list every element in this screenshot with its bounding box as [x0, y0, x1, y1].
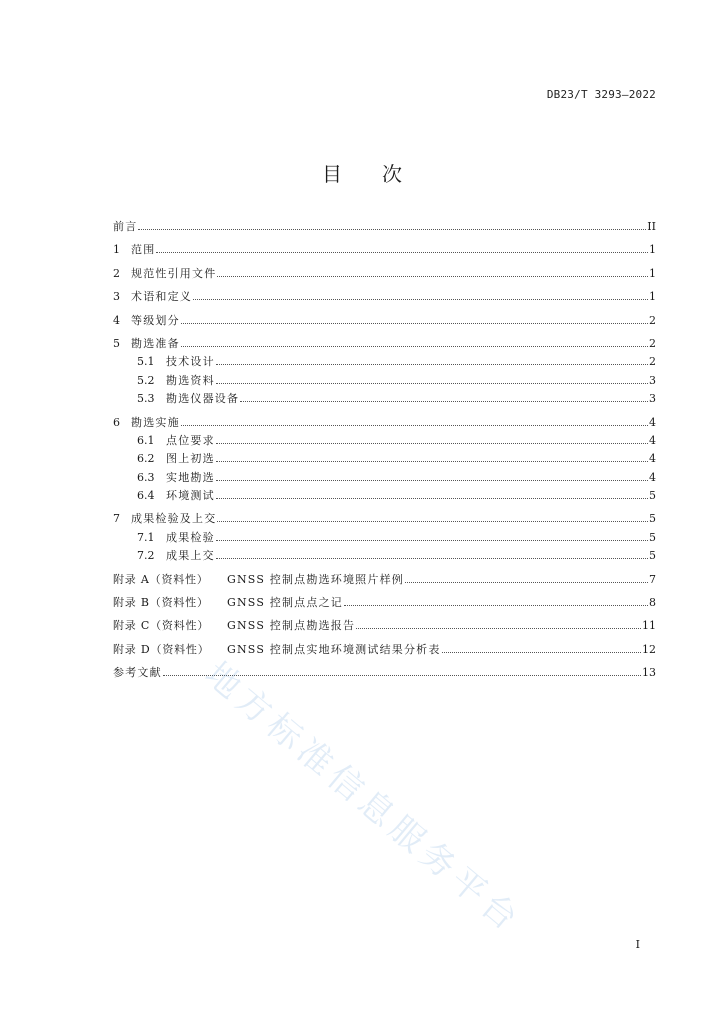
toc-entry-label: 等级划分: [131, 313, 180, 327]
toc-entry[interactable]: [113, 336, 656, 351]
toc-entry-number: 5: [113, 336, 120, 350]
toc-appendix-entry[interactable]: [113, 642, 656, 657]
dot-leader: [193, 299, 648, 300]
dot-leader: [181, 323, 648, 324]
toc-title-left: 目: [322, 162, 342, 186]
appendix-page: 12: [642, 642, 656, 656]
dot-leader: [216, 443, 648, 444]
toc-entry-label: 勘选准备: [131, 336, 180, 350]
page-number: I: [635, 938, 640, 951]
dot-leader: [216, 540, 648, 541]
toc-entry[interactable]: [113, 354, 656, 369]
toc-appendix-entry[interactable]: [113, 595, 656, 610]
dot-leader: [216, 558, 648, 559]
toc-references-entry[interactable]: [113, 665, 656, 680]
toc-entry[interactable]: [113, 289, 656, 304]
dot-leader: [216, 461, 648, 462]
appendix-page: 8: [649, 596, 656, 610]
toc-entry-label: 成果检验: [166, 530, 215, 544]
dot-leader: [217, 521, 648, 522]
appendix-label: 附录 A（资料性）: [113, 572, 209, 586]
toc-entry-page: 4: [649, 470, 656, 484]
toc-entry[interactable]: [113, 548, 656, 563]
toc-entry-number: 5.1: [137, 355, 155, 369]
toc-entry[interactable]: [113, 451, 656, 466]
toc-entry-label: 环境测试: [166, 489, 215, 503]
dot-leader: [217, 276, 648, 277]
toc-entry-number: 1: [113, 243, 120, 257]
dot-leader: [216, 364, 648, 365]
toc-entry-label: 勘选实施: [131, 415, 180, 429]
appendix-label: 附录 C（资料性）: [113, 619, 210, 633]
toc-entry-page: 2: [649, 313, 656, 327]
dot-leader: [138, 229, 646, 230]
appendix-label: 附录 D（资料性）: [113, 642, 210, 656]
toc-appendix-entry[interactable]: [113, 572, 656, 587]
toc-entry-page: 5: [649, 512, 656, 526]
toc-entry-number: 6.1: [137, 433, 155, 447]
references-page: 13: [642, 666, 656, 680]
references-label: 参考文献: [113, 666, 162, 680]
dot-leader: [356, 628, 641, 629]
toc-title: [0, 158, 724, 187]
toc-entry-number: 5.2: [137, 373, 155, 387]
toc-entry[interactable]: [113, 433, 656, 448]
toc-entry[interactable]: [113, 219, 656, 234]
toc-entry[interactable]: [113, 242, 656, 257]
toc-entry-label: 前言: [113, 220, 138, 233]
toc-entry-page: 3: [649, 373, 656, 387]
toc-entry-number: 7: [113, 512, 120, 526]
toc-entry[interactable]: [113, 313, 656, 328]
dot-leader: [163, 675, 641, 676]
toc-entry-number: 5.3: [137, 392, 155, 406]
toc-entry-label: 勘选仪器设备: [166, 392, 240, 406]
dot-leader: [344, 605, 648, 606]
dot-leader: [216, 383, 648, 384]
toc-entry[interactable]: [113, 415, 656, 430]
toc-entry-number: 2: [113, 266, 120, 280]
toc-entry[interactable]: [113, 470, 656, 485]
dot-leader: [181, 346, 648, 347]
toc-entry-number: 6: [113, 415, 120, 429]
toc-entry[interactable]: [113, 530, 656, 545]
toc-entry-number: 6.2: [137, 452, 155, 466]
toc-entry[interactable]: [113, 373, 656, 388]
toc-entry-page: 4: [649, 415, 656, 429]
standard-code: DB23/T 3293—2022: [546, 88, 656, 101]
appendix-page: 11: [642, 619, 656, 633]
toc-entry-label: 术语和定义: [131, 290, 192, 304]
dot-leader: [216, 480, 648, 481]
toc-entry-number: 6.4: [137, 489, 155, 503]
dot-leader: [216, 498, 648, 499]
watermark: 地方标准信息服务平台: [197, 654, 530, 942]
toc-entry-page: 5: [649, 549, 656, 563]
table-of-contents: [113, 219, 656, 680]
toc-entry-page: 3: [649, 392, 656, 406]
toc-entry-label: 范围: [131, 243, 156, 257]
appendix-label: 附录 B（资料性）: [113, 596, 209, 610]
toc-entry-number: 4: [113, 313, 120, 327]
toc-appendix-entry[interactable]: [113, 618, 656, 633]
toc-title-right: 次: [382, 162, 402, 186]
toc-entry-page: II: [647, 220, 656, 233]
toc-entry-number: 7.1: [137, 530, 155, 544]
toc-entry-number: 3: [113, 290, 120, 304]
toc-entry[interactable]: [113, 488, 656, 503]
dot-leader: [405, 582, 648, 583]
toc-entry-page: 5: [649, 530, 656, 544]
toc-entry[interactable]: [113, 266, 656, 281]
dot-leader: [240, 401, 648, 402]
appendix-title: GNSS 控制点实地环境测试结果分析表: [227, 642, 441, 656]
toc-entry-page: 2: [649, 355, 656, 369]
toc-entry-page: 4: [649, 452, 656, 466]
appendix-page: 7: [649, 572, 656, 586]
appendix-title: GNSS 控制点点之记: [227, 596, 343, 610]
toc-entry-label: 规范性引用文件: [131, 266, 217, 280]
toc-entry[interactable]: [113, 511, 656, 526]
toc-entry-label: 成果检验及上交: [131, 512, 217, 526]
toc-entry-page: 4: [649, 433, 656, 447]
appendix-title: GNSS 控制点勘选环境照片样例: [227, 572, 404, 586]
toc-entry-label: 勘选资料: [166, 373, 215, 387]
toc-entry-label: 成果上交: [166, 549, 215, 563]
toc-entry-page: 1: [649, 290, 656, 304]
toc-entry-page: 1: [649, 243, 656, 257]
appendix-title: GNSS 控制点勘选报告: [227, 619, 356, 633]
toc-entry-label: 技术设计: [166, 355, 215, 369]
dot-leader: [181, 425, 648, 426]
toc-entry-page: 1: [649, 266, 656, 280]
toc-entry-number: 7.2: [137, 549, 155, 563]
toc-entry-label: 实地勘选: [166, 470, 215, 484]
toc-entry[interactable]: [113, 391, 656, 406]
toc-entry-number: 6.3: [137, 470, 155, 484]
toc-entry-label: 点位要求: [166, 433, 215, 447]
toc-entry-page: 2: [649, 336, 656, 350]
dot-leader: [156, 252, 648, 253]
toc-entry-label: 图上初选: [166, 452, 215, 466]
dot-leader: [442, 652, 641, 653]
toc-entry-page: 5: [649, 489, 656, 503]
